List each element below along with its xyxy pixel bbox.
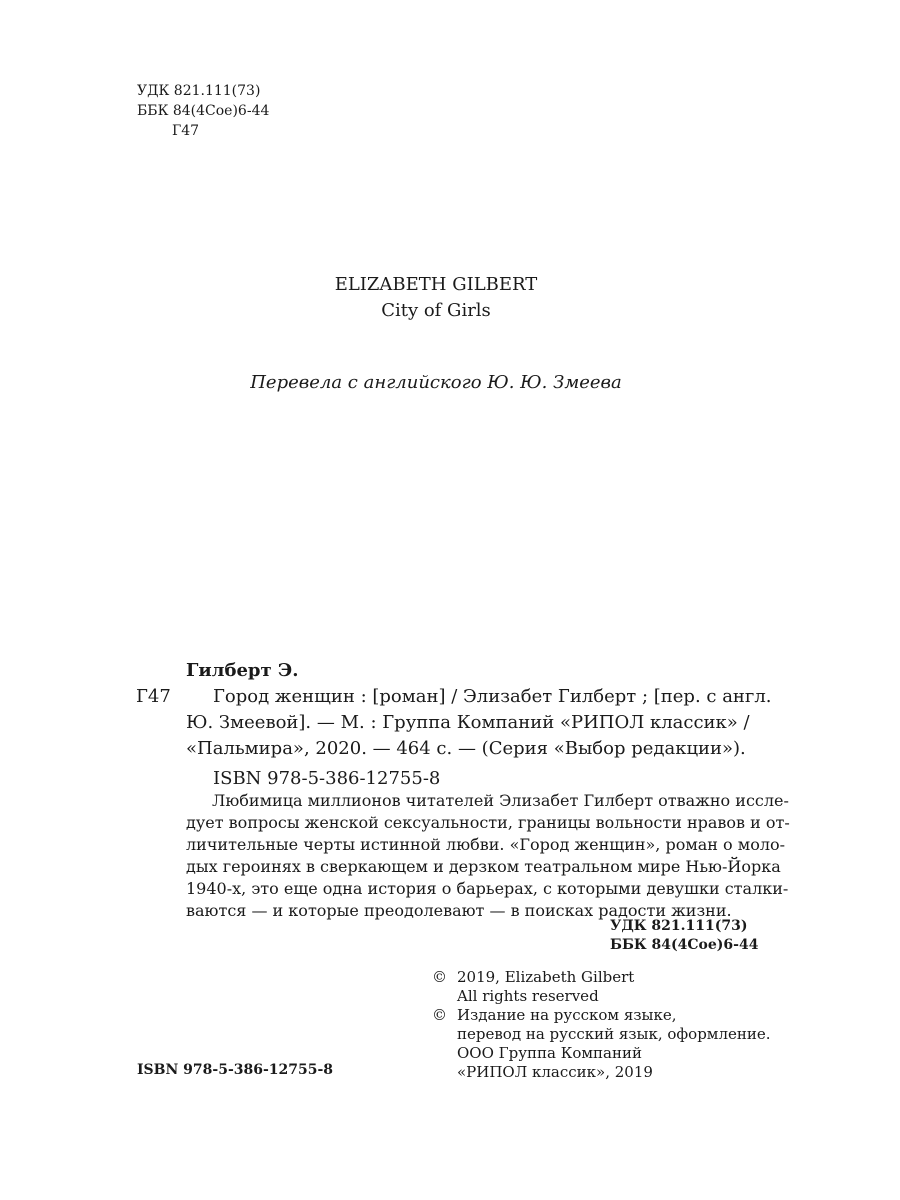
original-title: City of Girls <box>381 300 491 321</box>
copyright-line: All rights reserved <box>457 987 599 1005</box>
biblio-line-3: «Пальмира», 2020. — 464 с. — (Серия «Выбор редакции»). <box>186 738 746 759</box>
isbn-bottom: ISBN 978-5-386-12755-8 <box>137 1062 334 1078</box>
bibliographic-record <box>136 658 772 792</box>
original-title-block <box>0 272 872 324</box>
copyright-line: перевод на русский язык, оформление. <box>457 1025 771 1043</box>
author-mark: Г47 <box>172 123 200 139</box>
annotation-line: 1940-х, это еще одна история о барьерах, с которыми девушки сталки- <box>186 879 789 898</box>
copyright-text: 2019, Elizabeth Gilbert <box>457 968 635 986</box>
copyright-block <box>432 968 771 1082</box>
classification-top <box>137 81 269 141</box>
annotation-line: Любимица миллионов читателей Элизабет Гилберт отважно иссле- <box>212 791 789 810</box>
copyright-line: ООО Группа Компаний <box>457 1044 642 1062</box>
copyright-line: «РИПОЛ классик», 2019 <box>457 1063 653 1081</box>
annotation-line: дых героинях в сверкающем и дерзком театральном мире Нью-Йорка <box>186 857 781 876</box>
original-author: ELIZABETH GILBERT <box>334 274 538 295</box>
bbk-code-bottom: ББК 84(4Сое)6-44 <box>610 937 759 953</box>
biblio-index: Г47 <box>136 686 171 707</box>
biblio-text: Город женщин : [роман] / Элизабет Гилберт ; [пер. с англ. <box>213 686 772 707</box>
copyright-symbol: © <box>432 968 447 986</box>
annotation-line: ваются — и которые преодолевают — в поисках радости жизни. <box>186 901 732 920</box>
annotation <box>186 790 790 922</box>
copyright-line <box>432 1006 771 1025</box>
copyright-line <box>432 968 771 987</box>
translator-line: Перевела с английского Ю. Ю. Змеева <box>250 372 622 393</box>
bbk-code: ББК 84(4Сое)6-44 <box>137 103 270 119</box>
udk-code: УДК 821.111(73) <box>137 83 261 99</box>
biblio-line-1 <box>136 684 772 710</box>
classification-bottom <box>610 917 758 955</box>
copyright-symbol: © <box>432 1006 447 1024</box>
biblio-isbn: ISBN 978-5-386-12755-8 <box>213 768 441 789</box>
udk-code-bottom: УДК 821.111(73) <box>610 918 748 934</box>
biblio-line-2: Ю. Змеевой]. — М. : Группа Компаний «РИПОЛ классик» / <box>186 712 750 733</box>
annotation-line: личительные черты истинной любви. «Город женщин», роман о моло- <box>186 835 786 854</box>
copyright-text: Издание на русском языке, <box>457 1006 677 1024</box>
annotation-line: дует вопросы женской сексуальности, границы вольности нравов и от- <box>186 813 790 832</box>
author-heading: Гилберт Э. <box>186 660 299 681</box>
